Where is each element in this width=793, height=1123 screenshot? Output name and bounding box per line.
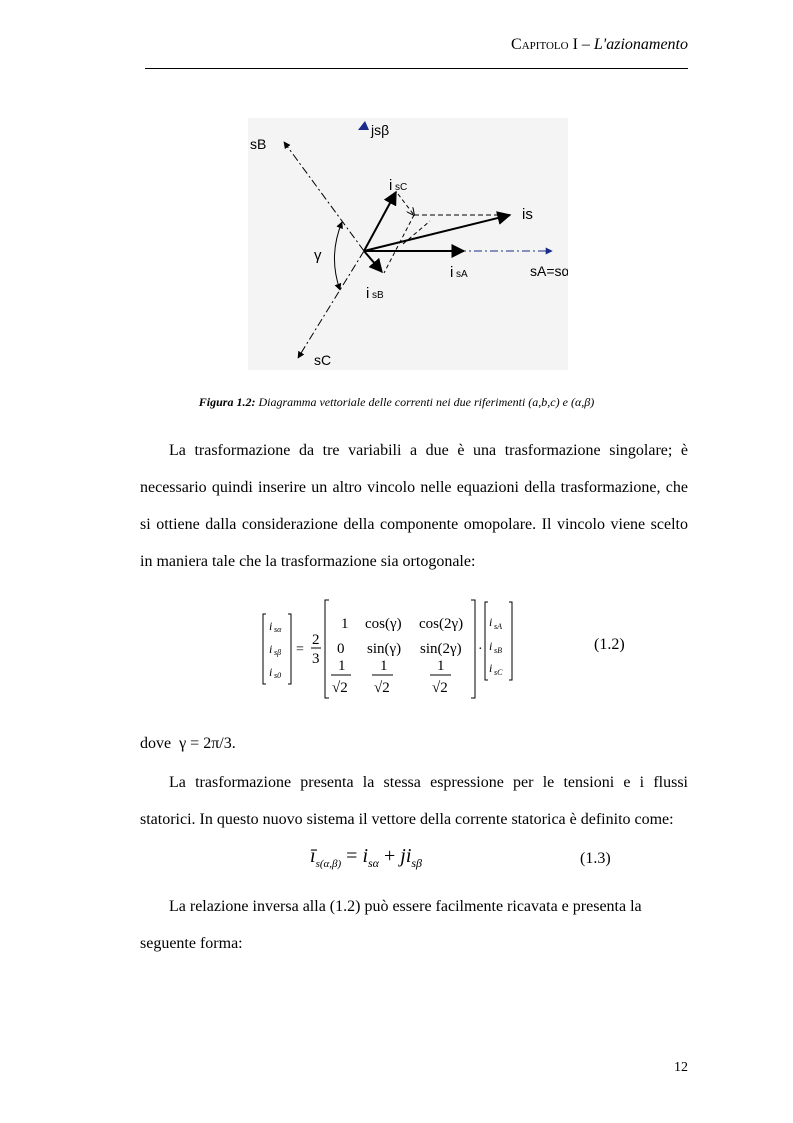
svg-text:i: i bbox=[269, 619, 273, 633]
sA-label: sA=sα bbox=[530, 263, 568, 279]
dove-line bbox=[140, 735, 236, 753]
isA-sub: sA bbox=[456, 269, 468, 280]
para3-line2: seguente forma: bbox=[140, 935, 243, 952]
svg-text:s0: s0 bbox=[274, 671, 282, 680]
svg-text:i: i bbox=[489, 661, 493, 675]
svg-text:cos(2γ): cos(2γ) bbox=[419, 616, 464, 632]
paragraph-2 bbox=[140, 764, 688, 838]
sB-label: sB bbox=[250, 136, 267, 152]
header-title: L'azionamento bbox=[593, 36, 688, 53]
svg-text:√2: √2 bbox=[374, 680, 390, 696]
para2-line1: La trasformazione presenta la stessa espressione per le tensioni e i flussi bbox=[169, 774, 688, 791]
jsb-label: jsβ bbox=[371, 122, 390, 138]
running-header bbox=[0, 36, 688, 54]
vector-diagram-figure bbox=[248, 118, 568, 370]
svg-text:·: · bbox=[478, 642, 483, 657]
svg-text:3: 3 bbox=[312, 651, 320, 667]
is-label: is bbox=[522, 206, 533, 223]
para2-line2: statorici. In questo nuovo sistema il vettore della corrente statorica è definito come: bbox=[140, 811, 674, 828]
svg-text:i: i bbox=[269, 665, 273, 679]
gamma-definition: γ = 2π/3. bbox=[179, 735, 236, 752]
dove-text: dove bbox=[140, 735, 176, 752]
is-vector bbox=[364, 215, 510, 251]
isB-label: i bbox=[366, 285, 370, 302]
matrix-equation bbox=[255, 598, 525, 700]
page-number: 12 bbox=[674, 1060, 688, 1075]
isB-sub: sB bbox=[372, 290, 384, 301]
caption-label: Figura 1.2: bbox=[198, 395, 256, 409]
svg-text:sin(γ): sin(γ) bbox=[367, 641, 402, 657]
svg-text:cos(γ): cos(γ) bbox=[365, 616, 402, 632]
para1-line1: La trasformazione da tre variabili a due è una trasformazione singolare; è bbox=[169, 442, 688, 459]
equation-number-1-2: (1.2) bbox=[594, 636, 625, 653]
vector-diagram bbox=[248, 118, 568, 370]
isA-label: i bbox=[450, 264, 454, 281]
equation-number-1-3: (1.3) bbox=[580, 850, 611, 867]
svg-text:2: 2 bbox=[312, 632, 320, 648]
gamma-arc bbox=[334, 222, 342, 290]
svg-text:sB: sB bbox=[494, 646, 502, 655]
svg-text:0: 0 bbox=[337, 641, 345, 657]
isB-vector bbox=[364, 251, 382, 272]
isC-label: i bbox=[389, 177, 393, 194]
para1-line3: si ottiene dalla considerazione della componente omopolare. Il vincolo viene scelto bbox=[140, 516, 688, 533]
svg-text:sA: sA bbox=[494, 622, 502, 631]
svg-text:sα: sα bbox=[274, 625, 282, 634]
paragraph-3 bbox=[140, 888, 688, 962]
isC-sub: sC bbox=[395, 182, 408, 193]
sC-label: sC bbox=[314, 352, 332, 368]
svg-text:1: 1 bbox=[338, 658, 346, 674]
para1-line4: in maniera tale che la trasformazione sia ortogonale: bbox=[140, 553, 476, 570]
para3-line1: La relazione inversa alla (1.2) può essere facilmente ricavata e presenta la bbox=[169, 898, 642, 915]
svg-text:sin(2γ): sin(2γ) bbox=[420, 641, 462, 657]
header-rule bbox=[145, 68, 688, 69]
para1-line2: necessario quindi inserire un altro vincolo nelle equazioni della trasformazione, che bbox=[140, 479, 688, 496]
isC-vector bbox=[364, 192, 396, 251]
jsb-marker-icon bbox=[358, 121, 369, 130]
svg-text:i: i bbox=[489, 639, 493, 653]
svg-text:√2: √2 bbox=[332, 680, 348, 696]
equation-1-3: $ī_{s(\alpha,\beta)} = i_{s\alpha} + ji_{s\beta}$ bbox=[310, 845, 423, 870]
svg-text:i: i bbox=[489, 615, 493, 629]
equation-1-2 bbox=[255, 598, 525, 700]
figure-caption bbox=[0, 395, 793, 410]
svg-text:i: i bbox=[269, 642, 273, 656]
svg-text:1: 1 bbox=[341, 616, 349, 632]
svg-text:1: 1 bbox=[380, 658, 388, 674]
caption-text: Diagramma vettoriale delle correnti nei due riferimenti (a,b,c) e (α,β) bbox=[255, 395, 595, 409]
construction-line bbox=[398, 194, 414, 215]
svg-text:sβ: sβ bbox=[274, 648, 282, 657]
svg-text:√2: √2 bbox=[432, 680, 448, 696]
paragraph-1 bbox=[140, 432, 688, 580]
header-chapter: Capitolo I bbox=[511, 36, 578, 53]
svg-text:1: 1 bbox=[437, 658, 445, 674]
sC-axis bbox=[298, 251, 364, 358]
gamma-label: γ bbox=[314, 247, 322, 264]
sB-axis bbox=[284, 142, 364, 251]
svg-text:=: = bbox=[296, 642, 304, 657]
header-dash: – bbox=[577, 36, 594, 53]
svg-text:sC: sC bbox=[494, 668, 503, 677]
